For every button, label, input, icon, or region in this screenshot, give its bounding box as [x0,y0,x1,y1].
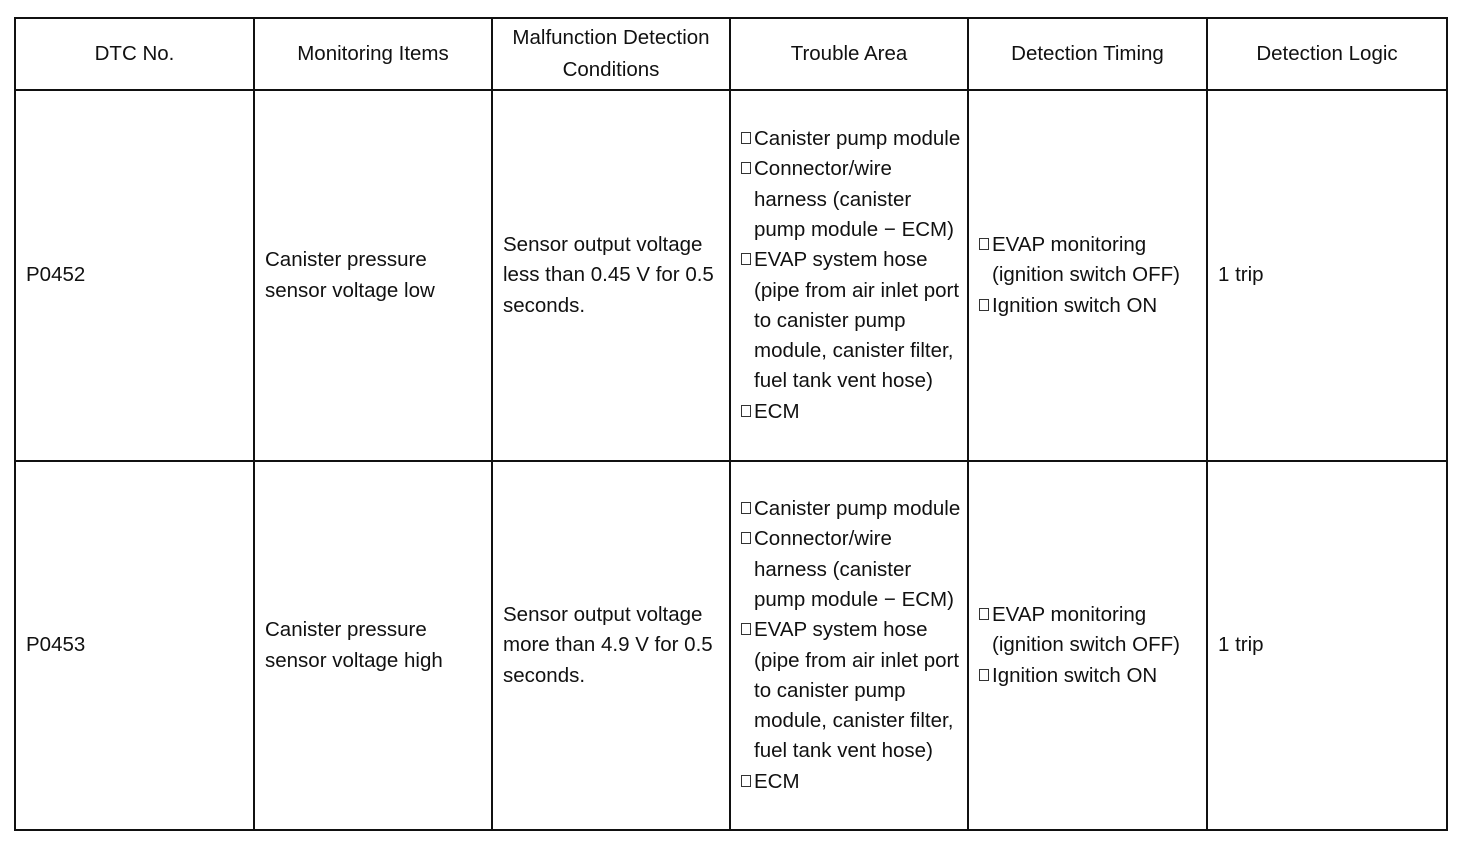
cell-monitoring-item: Canister pressure sensor voltage low [254,90,492,461]
trouble-item-text: Canister pump module [754,497,961,521]
list-item [741,494,963,524]
list-item [741,154,963,245]
trouble-area-list [741,494,963,797]
list-item [979,661,1200,691]
checkbox-square-icon [741,532,751,544]
cell-dtc-no: P0453 [15,461,254,830]
list-item [741,524,963,615]
timing-item-text: EVAP monitoring (ignition switch OFF) [992,233,1180,287]
table-row [15,461,1447,830]
checkbox-square-icon [741,405,751,417]
list-item [741,245,963,396]
trouble-item-text: EVAP system hose (pipe from air inlet port to canister pump module, canister filter, fuel tank vent hose) [754,618,960,763]
trouble-item-text: EVAP system hose (pipe from air inlet port to canister pump module, canister filter, fuel tank vent hose) [754,248,960,393]
header-detection-timing: Detection Timing [968,18,1207,90]
trouble-item-text: Connector/wire harness (canister pump module − ECM) [754,527,954,611]
detection-timing-list [979,230,1200,321]
header-malfunction-line-2: Conditions [562,58,660,81]
timing-item-text: Ignition switch ON [992,293,1158,317]
timing-item-text: EVAP monitoring (ignition switch OFF) [992,603,1180,657]
list-item [741,767,963,797]
detection-timing-list [979,600,1200,691]
timing-item-text: Ignition switch ON [992,663,1158,687]
checkbox-square-icon [979,608,989,620]
list-item [979,230,1200,291]
cell-detection-logic: 1 trip [1207,461,1447,830]
header-detection-logic: Detection Logic [1207,18,1447,90]
checkbox-square-icon [741,162,751,174]
cell-dtc-no: P0452 [15,90,254,461]
checkbox-square-icon [741,623,751,635]
trouble-area-list [741,124,963,427]
trouble-item-text: Connector/wire harness (canister pump module − ECM) [754,157,954,241]
cell-trouble-area [730,90,968,461]
cell-malfunction-condition: Sensor output voltage less than 0.45 V for 0.5 seconds. [492,90,730,461]
header-trouble-area: Trouble Area [730,18,968,90]
cell-monitoring-item: Canister pressure sensor voltage high [254,461,492,830]
cell-trouble-area [730,461,968,830]
header-monitoring-items: Monitoring Items [254,18,492,90]
checkbox-square-icon [979,299,989,311]
checkbox-square-icon [741,132,751,144]
list-item [741,124,963,154]
header-malfunction-line-1: Malfunction Detection [512,26,710,49]
header-row [15,18,1447,90]
cell-malfunction-condition: Sensor output voltage more than 4.9 V for 0.5 seconds. [492,461,730,830]
cell-detection-timing [968,461,1207,830]
trouble-item-text: ECM [754,769,800,793]
header-malfunction-conditions [492,18,730,90]
dtc-table [14,17,1448,831]
table-row [15,90,1447,461]
header-dtc-no: DTC No. [15,18,254,90]
checkbox-square-icon [979,669,989,681]
list-item [741,397,963,427]
list-item [979,600,1200,661]
trouble-item-text: ECM [754,399,800,423]
list-item [741,615,963,766]
list-item [979,291,1200,321]
checkbox-square-icon [741,502,751,514]
cell-detection-timing [968,90,1207,461]
trouble-item-text: Canister pump module [754,127,961,151]
cell-detection-logic: 1 trip [1207,90,1447,461]
checkbox-square-icon [741,253,751,265]
checkbox-square-icon [979,238,989,250]
checkbox-square-icon [741,775,751,787]
